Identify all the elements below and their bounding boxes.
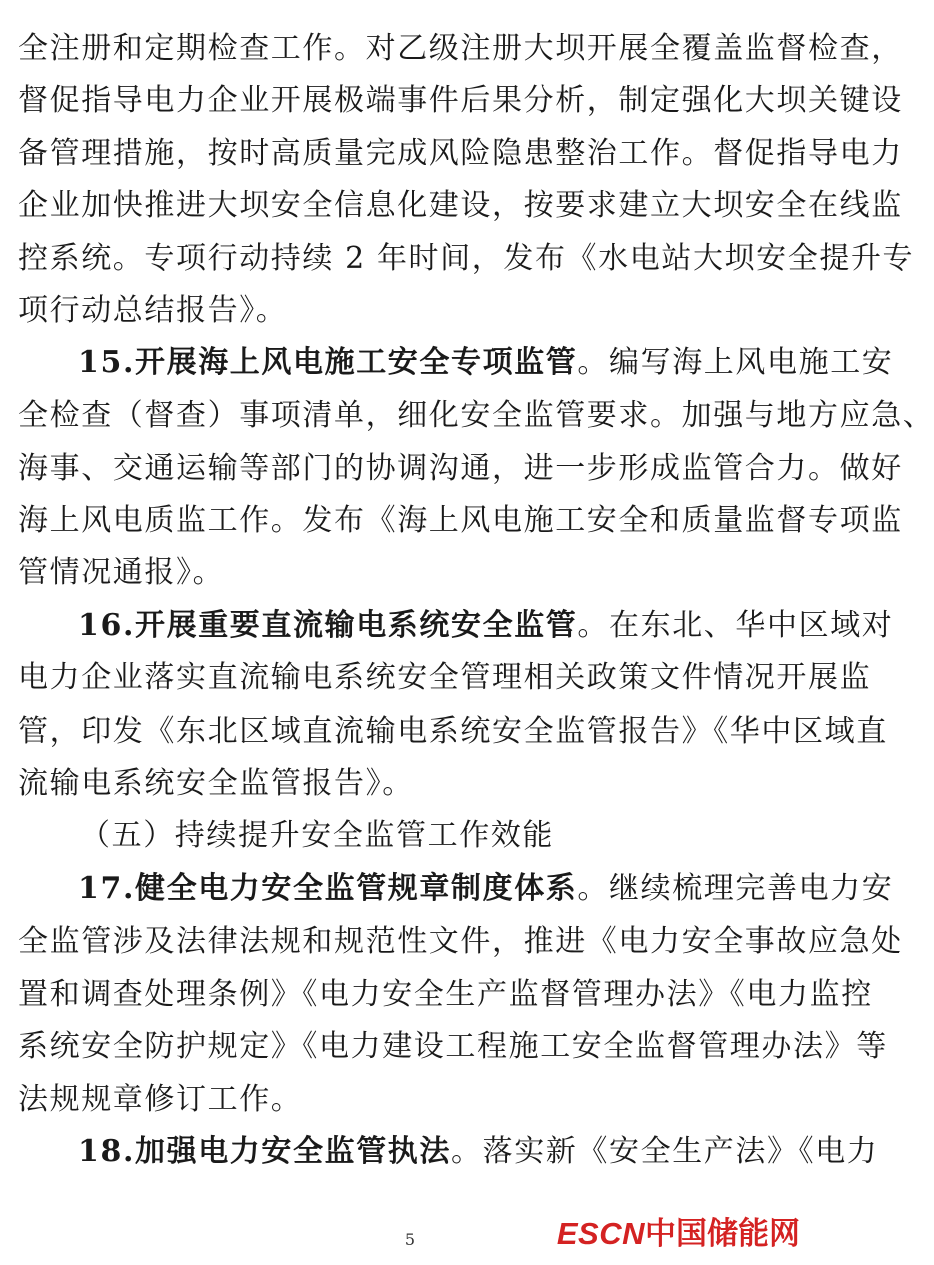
text-line: 法规规章修订工作。 bbox=[18, 1082, 303, 1117]
section-heading: 15.开展海上风电施工安全专项监管。编写海上风电施工安 bbox=[78, 345, 894, 380]
heading-bold-text: 17.健全电力安全监管规章制度体系 bbox=[78, 871, 578, 906]
text-line: 海事、交通运输等部门的协调沟通，进一步形成监管合力。做好 bbox=[18, 451, 903, 486]
text-line: 系统安全防护规定》《电力建设工程施工安全监督管理办法》等 bbox=[18, 1029, 888, 1064]
text-line: 管，印发《东北区域直流输电系统安全监管报告》《华中区域直 bbox=[18, 714, 888, 749]
text-line: 全监管涉及法律法规和规范性文件，推进《电力安全事故应急处 bbox=[18, 924, 903, 959]
text-line: 项行动总结报告》。 bbox=[18, 293, 288, 328]
text-line: 电力企业落实直流输电系统安全管理相关政策文件情况开展监 bbox=[18, 660, 872, 695]
text-line: 控系统。专项行动持续 2 年时间，发布《水电站大坝安全提升专 bbox=[18, 241, 915, 276]
text-line: 全注册和定期检查工作。对乙级注册大坝开展全覆盖监督检查， bbox=[18, 31, 903, 66]
heading-bold-text: 18.加强电力安全监管执法 bbox=[78, 1134, 451, 1169]
page-number: 5 bbox=[404, 1230, 416, 1249]
text-line: 全检查（督查）事项清单，细化安全监管要求。加强与地方应急、 bbox=[18, 398, 934, 433]
escn-watermark-logo bbox=[557, 1208, 800, 1253]
text-line: 督促指导电力企业开展极端事件后果分析，制定强化大坝关键设 bbox=[18, 83, 903, 118]
subsection-title: （五）持续提升安全监管工作效能 bbox=[80, 818, 554, 853]
text-line: 海上风电质监工作。发布《海上风电施工安全和质量监督专项监 bbox=[18, 503, 903, 538]
text-line: 备管理措施，按时高质量完成风险隐患整治工作。督促指导电力 bbox=[18, 136, 903, 171]
text-line: 置和调查处理条例》《电力安全生产监督管理办法》《电力监控 bbox=[18, 977, 873, 1012]
text-line: 管情况通报》。 bbox=[18, 555, 225, 590]
watermark-latin: ESCN bbox=[556, 1216, 645, 1251]
section-heading: 18.加强电力安全监管执法。落实新《安全生产法》《电力 bbox=[78, 1134, 879, 1169]
text-line: 流输电系统安全监管报告》。 bbox=[18, 766, 414, 801]
text-line: 企业加快推进大坝安全信息化建设，按要求建立大坝安全在线监 bbox=[18, 188, 903, 223]
watermark-chinese: 中国储能网 bbox=[645, 1216, 800, 1251]
section-heading: 17.健全电力安全监管规章制度体系。继续梳理完善电力安 bbox=[78, 871, 894, 906]
section-heading: 16.开展重要直流输电系统安全监管。在东北、华中区域对 bbox=[78, 608, 894, 643]
heading-bold-text: 16.开展重要直流输电系统安全监管 bbox=[78, 608, 578, 643]
heading-bold-text: 15.开展海上风电施工安全专项监管 bbox=[78, 345, 578, 380]
